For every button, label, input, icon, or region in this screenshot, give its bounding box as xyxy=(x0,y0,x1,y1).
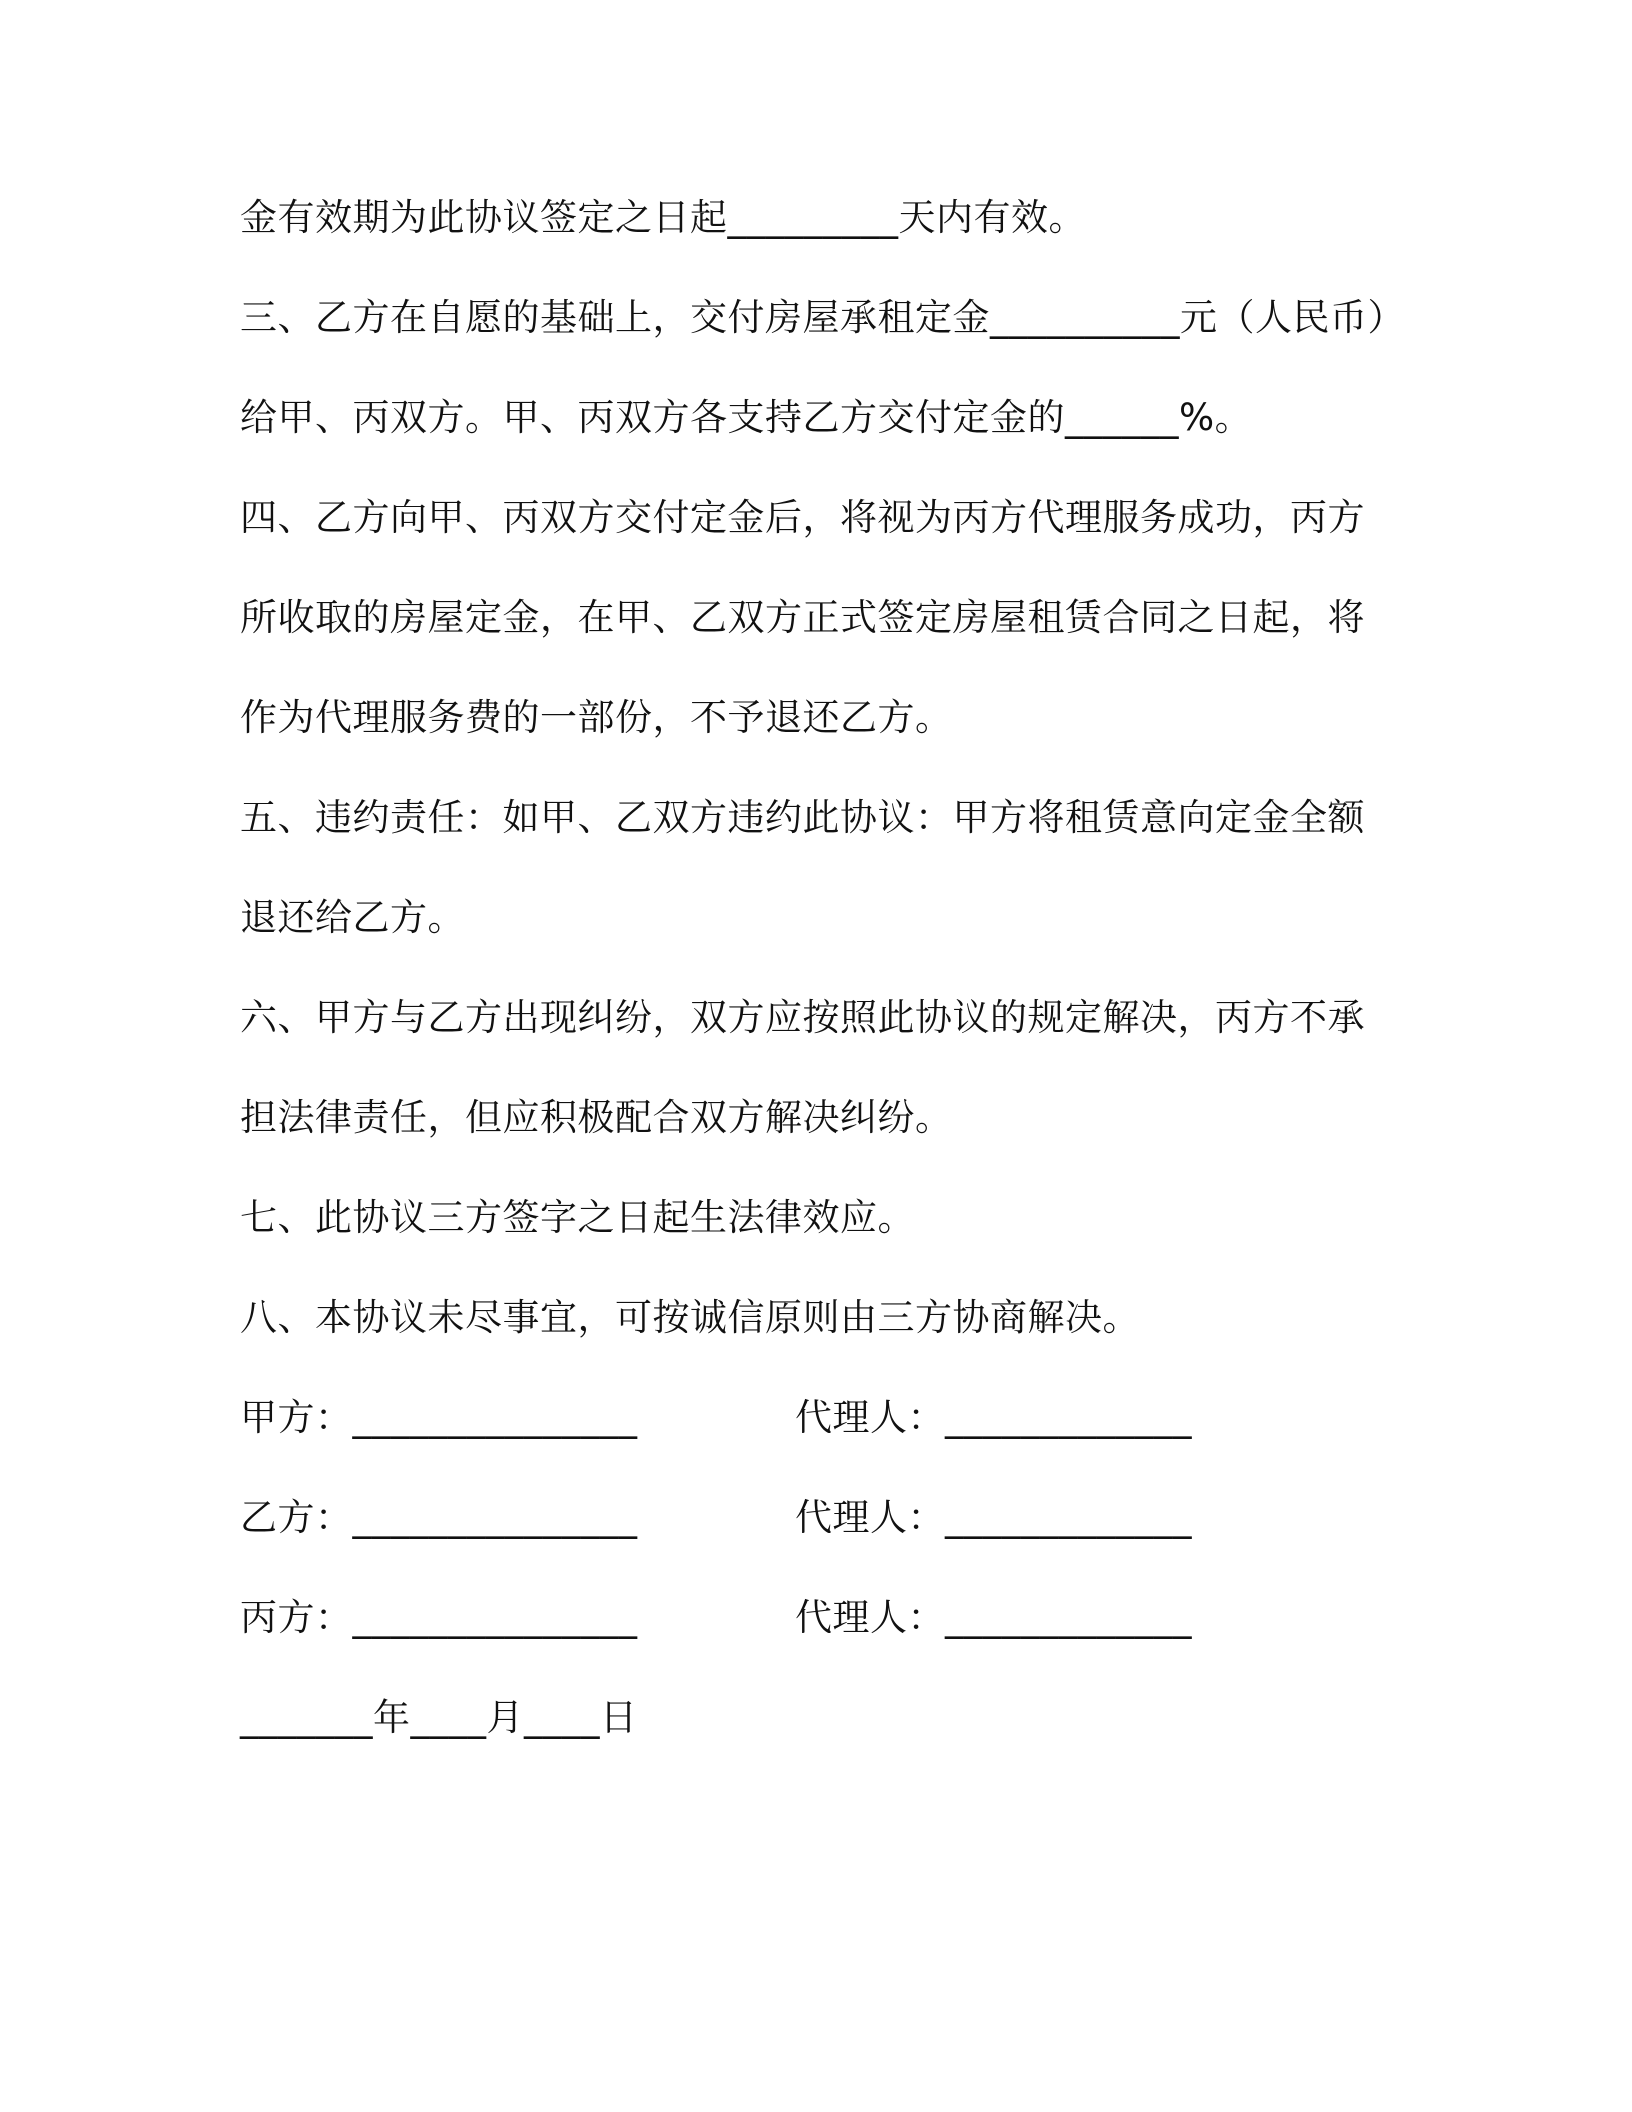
clause-5-line-2: 退还给乙方。 xyxy=(240,896,465,939)
clause-5-line-1: 五、违约责任：如甲、乙双方违约此协议：甲方将租赁意向定金全额 xyxy=(240,796,1365,839)
clause-4-line-1: 四、乙方向甲、丙双方交付定金后，将视为丙方代理服务成功，丙方 xyxy=(240,496,1365,539)
party-b-agent-signature-field: 代理人：_____________ xyxy=(795,1496,1192,1539)
date-field: _______年____月____日 xyxy=(240,1696,638,1739)
party-a-signature-field: 甲方：_______________ xyxy=(240,1396,638,1439)
clause-3-line-2: 给甲、丙双方。甲、丙双方各支持乙方交付定金的______%。 xyxy=(240,396,1253,439)
clause-6-line-2: 担法律责任，但应积极配合双方解决纠纷。 xyxy=(240,1096,953,1139)
party-c-signature-field: 丙方：_______________ xyxy=(240,1596,638,1639)
clause-7-line: 七、此协议三方签字之日起生法律效应。 xyxy=(240,1196,915,1239)
clause-8-line: 八、本协议未尽事宜，可按诚信原则由三方协商解决。 xyxy=(240,1296,1140,1339)
clause-4-line-3: 作为代理服务费的一部份，不予退还乙方。 xyxy=(240,696,953,739)
party-b-signature-field: 乙方：_______________ xyxy=(240,1496,638,1539)
clause-6-line-1: 六、甲方与乙方出现纠纷，双方应按照此协议的规定解决，丙方不承 xyxy=(240,996,1365,1039)
party-a-agent-signature-field: 代理人：_____________ xyxy=(795,1396,1192,1439)
clause-line-1: 金有效期为此协议签定之日起_________天内有效。 xyxy=(240,196,1086,239)
clause-4-line-2: 所收取的房屋定金，在甲、乙双方正式签定房屋租赁合同之日起，将 xyxy=(240,596,1365,639)
clause-3-line-1: 三、乙方在自愿的基础上，交付房屋承租定金__________元（人民币） xyxy=(240,296,1405,339)
party-c-agent-signature-field: 代理人：_____________ xyxy=(795,1596,1192,1639)
